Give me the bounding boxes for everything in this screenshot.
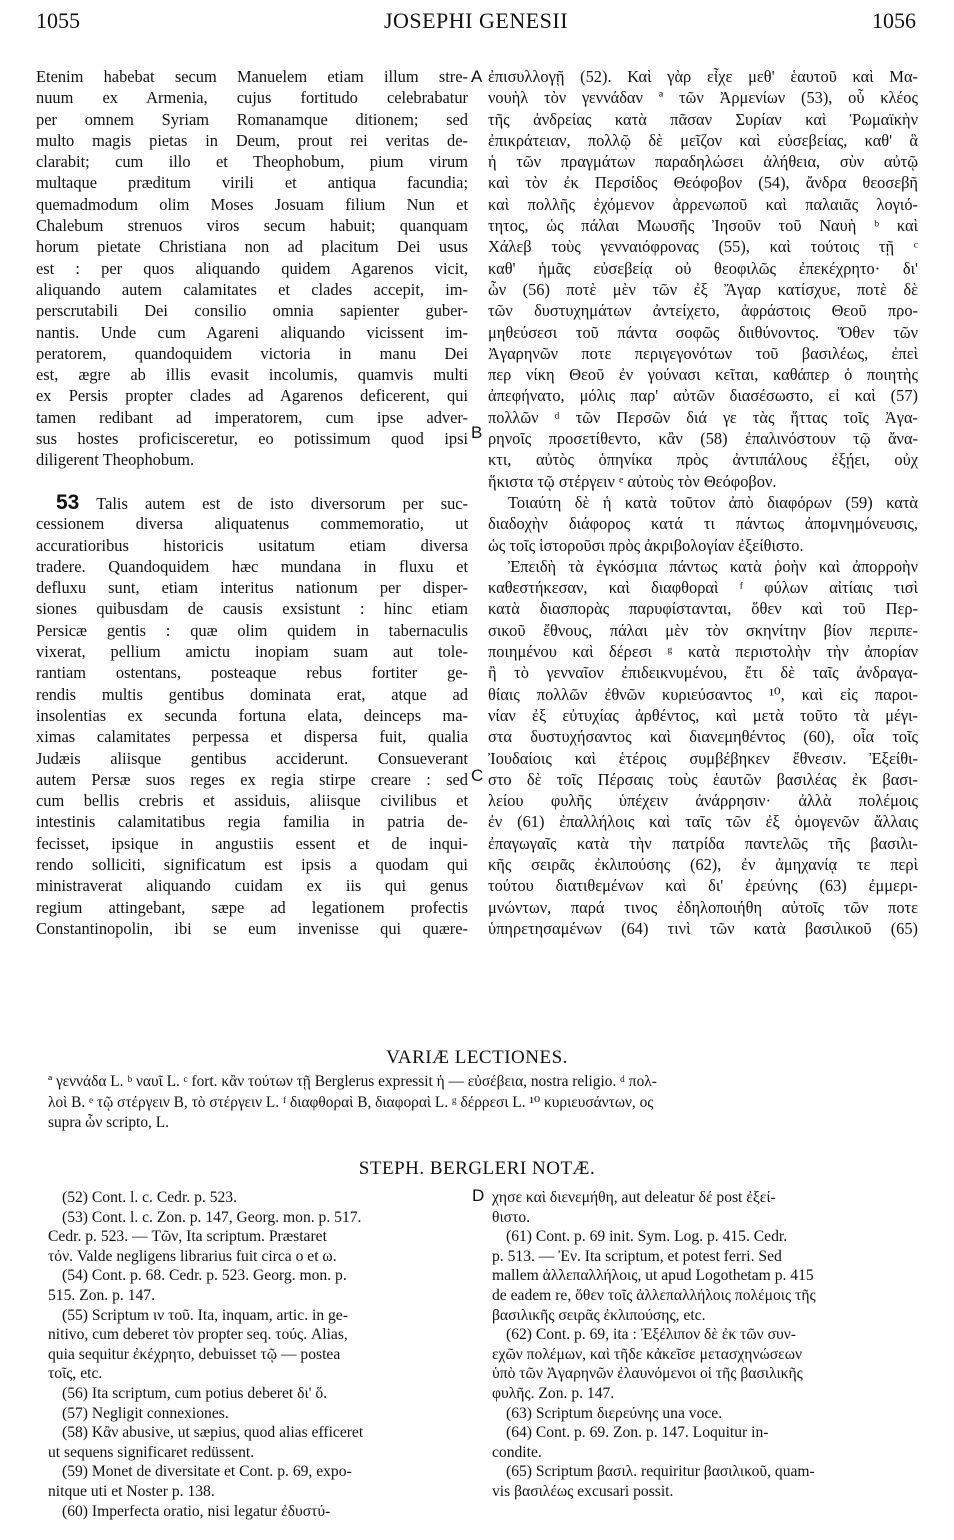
greek-line: ἢ τὸ γενναῖον ἐπιδεικνυμένου, ἔτι δὲ ταῖς ἀνδραγα- xyxy=(488,663,918,683)
latin-line: regium attingebant, sæpe ad legationem profectis xyxy=(36,897,468,917)
note-line: (61) Cont. p. 69 init. Sym. Log. p. 415. Cedr. xyxy=(506,1228,788,1246)
latin-line: defluxu sunt, etiam interitus nationum per disper- xyxy=(36,578,468,598)
latin-line-text: Talis autem est de isto diversorum per suc- xyxy=(96,493,468,513)
greek-line: ἐπαγωγαῖς κατὰ τὴν πατρίδα παντελῶς τῆς βασιλι- xyxy=(488,833,918,853)
greek-line: καθ' ἡμᾶς εὐσεβείᾳ οὐ θεοφιλῶς ἐπεκέχρητο· δι' xyxy=(488,258,918,278)
greek-line: ἥκιστα τῷ στέργειν ᵉ αὐτοὺς τὸν Θεόφοβον. xyxy=(488,471,777,491)
note-line: (54) Cont. p. 68. Cedr. p. 523. Georg. mon. p. xyxy=(62,1267,347,1285)
greek-column xyxy=(488,66,918,939)
greek-line: ἀπεφήνατο, μόλις παρ' αὐτῶν διασέσωστο, εἰ καὶ (57) xyxy=(488,386,918,406)
note-line: nitque uti et Noster p. 138. xyxy=(48,1482,215,1500)
notes-heading: STEPH. BERGLERI NOTÆ. xyxy=(358,1158,596,1179)
greek-line: καὶ πολλῆς ἐχόμενον ἀρρενωποῦ καὶ παλαιᾶς λογιό- xyxy=(488,194,918,214)
latin-line: nantis. Unde cum Agareni aliquando vicissent im- xyxy=(36,322,468,342)
latin-line: multo magis pietas in Deum, prout rei veritas de- xyxy=(36,130,468,150)
greek-line: ὑπηρετησαμένων (64) τινὶ τῶν κατὰ βασιλικοῦ (65) xyxy=(488,918,918,938)
latin-line: nuum ex Armenia, cujus fortitudo celebrabatur xyxy=(36,88,468,108)
greek-line: τητος, ὡς πάλαι Μωυσῆς Ἰησοῦν τοῦ Ναυὴ ᵇ καὶ xyxy=(488,216,918,236)
latin-line: quemadmodum olim Moses Josuam filium Nun et xyxy=(36,194,468,214)
greek-line: μηθεύσεσι τοῦ πάντα σοφῶς διιθύνοντος. Ὅθεν τῶν xyxy=(488,322,918,342)
blank-line xyxy=(36,471,468,492)
latin-line: Etenim habebat secum Manuelem etiam illum stre- xyxy=(36,67,468,86)
note-line: Cedr. p. 523. — Τῶν, Ita scriptum. Præstaret xyxy=(48,1228,327,1246)
greek-line: τῶν δυστυχημάτων ἀντείχετο, ἀφράστοις Θεοῦ προ- xyxy=(488,301,918,321)
greek-line: τῆς ἀνδρείας κατὰ πᾶσαν Συρίαν καὶ Ῥωμαϊκὴν xyxy=(488,109,918,129)
margin-marker-b: B xyxy=(471,423,483,442)
note-line: εχῶν πολέμων, καὶ τῆδε κἀκεῖσε μετασχηνώσεων xyxy=(492,1345,803,1363)
latin-line: cessionem diversa aliquatenus commemoratio, ut xyxy=(36,514,468,534)
notes-right-column xyxy=(492,1188,920,1502)
greek-line: νίαν ἐξ εὐτυχίας ἀρθέντος, καὶ μετὰ τοῦτο τὰ μέγι- xyxy=(488,705,918,725)
greek-line: τούτου διατιθεμένων καὶ δι' ἐρεύνης (63) ἐμμερι- xyxy=(488,876,918,896)
varia-lectiones xyxy=(48,1072,920,1134)
note-line: vis βασιλέως excusari possit. xyxy=(492,1482,674,1500)
note-line: (55) Scriptum ιν τοῦ. Ita, inquam, artic. in ge- xyxy=(62,1306,348,1324)
greek-line: ἐπισυλλογῇ (52). Καὶ γὰρ εἶχε μεθ' ἑαυτοῦ καὶ Μα- xyxy=(488,67,918,86)
latin-line: rantiam ostentans, posteaque rebus fortiter ge- xyxy=(36,663,468,683)
greek-line: ρηνοῖς προσετίθεντο, κἂν (58) ἐπαλινόστουν τῷ ἄνα- xyxy=(488,429,918,449)
varia-line: ª γεννάδα L. ᵇ ναυῖ L. ᶜ fort. κἂν τούτων τῇ Berglerus expressit ἡ — εὐσέβεια, nostra religio. ᵈ πολ- xyxy=(48,1073,657,1090)
latin-line: perscrutabili Dei consilio omnia sapienter guber- xyxy=(36,301,468,321)
note-line: condite. xyxy=(492,1443,542,1461)
latin-line: peratorem, quandoquidem victoria in manu Dei xyxy=(36,343,468,363)
greek-line: στο δὲ τοῖς Πέρσαις τοὺς ἑαυτῶν βασιλέας ἐκ βασι- xyxy=(488,769,918,789)
greek-line: Τοιαύτη δὲ ἡ κατὰ τοῦτον ἀπὸ διαφόρων (59) κατὰ xyxy=(508,492,918,512)
note-line: (60) Imperfecta oratio, nisi legatur ἐδυστύ- xyxy=(62,1502,331,1520)
greek-line: Ἐπειδὴ τὰ ἐγκόσμια πάντως κατὰ ῥοὴν καὶ ἀπορροὴν xyxy=(508,556,918,576)
latin-line: fecisset, ipsique in angustiis essent et de inqui- xyxy=(36,833,468,853)
section-number: 53 xyxy=(56,491,80,514)
note-line: ὑπὸ τῶν Ἀγαρηνῶν ἐλαυνόμενοι οἱ τῆς βασιλικῆς xyxy=(492,1365,803,1383)
note-line: (65) Scriptum βασιλ. requiritur βασιλικοῦ, quam- xyxy=(506,1463,815,1481)
note-line: φυλῆς. Zon. p. 147. xyxy=(492,1384,615,1402)
greek-line: θίαις πολλῶν ἐθνῶν κυριεύσαντος ¹⁰, καὶ εἰς παροι- xyxy=(488,684,918,704)
greek-line: σικοῦ ἔθνους, πάλαι μὲν τὸν σκηνίτην βίον περιπε- xyxy=(488,620,918,640)
latin-line: Judæis aliisque gentibus acciderunt. Consueverant xyxy=(36,748,468,768)
running-title: JOSEPHI GENESII xyxy=(383,8,569,33)
note-line: de eadem re, ὅθεν τοῖς ἀλλεπαλλήλοις πολέμοις τῆς xyxy=(492,1286,816,1304)
latin-line: ex Persis propter clades ad Agarenos deficerent, qui xyxy=(36,386,468,406)
latin-line: Constantinopolin, ibi se eum invenisse qui quære- xyxy=(36,918,468,938)
greek-line: περ νίκη Θεοῦ ἐν γούνασι κεῖται, καθάπερ ὁ ποιητὴς xyxy=(488,365,918,385)
greek-line: ὧν (56) ποτὲ μὲν τῶν ἐξ Ἄγαρ κατίσχυε, ποτὲ δὲ xyxy=(488,279,918,299)
latin-line: clarabit; cum illo et Theophobum, pium virum xyxy=(36,152,468,172)
greek-line: κατὰ διασπορὰς παρυφίστανται, ὅθεν καὶ τοῦ Περ- xyxy=(488,599,918,619)
latin-line: tradere. Quandoquidem hæc mundana in fluxu et xyxy=(36,556,468,576)
latin-line: per omnem Syriam Romanamque ditionem; sed xyxy=(36,109,468,129)
greek-line: καθεστήκεσαν, καὶ διαφθοραὶ ᶠ φύλων αἰτίαις τισὶ xyxy=(488,578,918,598)
greek-line: μνώντων, παρά τινος ἐδηλοποιήθη αὐτοῖς τῶν ποτε xyxy=(488,897,918,917)
latin-line: sus hostes proficisceretur, eo potissimum quod ipsi xyxy=(36,429,468,449)
latin-line: horum pietate Christiana non ad placitum Dei usus xyxy=(36,237,468,257)
latin-line: aliquando autem calamitates et clades accepit, im- xyxy=(36,279,468,299)
varia-lectiones-heading: VARIÆ LECTIONES. xyxy=(386,1047,568,1068)
varia-line: supra ὧν scripto, L. xyxy=(48,1114,169,1131)
greek-line: ποιημένου καὶ δέρεσι ᵍ κατὰ περιστολὴν τὴν ἀπορίαν xyxy=(488,642,918,662)
greek-line: Ἀγαρηνῶν ποτε περιγεγονότων τοῦ βασιλέως, ἐπεὶ xyxy=(488,343,918,363)
greek-line: στα δυστυχήσαντος καὶ διανεμηθέντος (60), οἷα τοῖς xyxy=(488,727,918,747)
note-line: (53) Cont. l. c. Zon. p. 147, Georg. mon. p. 517. xyxy=(62,1208,362,1226)
greek-line: κῆς σειρᾶς ἐκλιπούσης (62), ἐν ἀμηχανίᾳ τε περὶ xyxy=(488,854,918,874)
latin-line: Persicæ gentis : quæ olim quidem in tabernaculis xyxy=(36,620,468,640)
greek-line: νουὴλ τὸν γεννάδαν ª τῶν Ἀρμενίων (53), οὗ κλέος xyxy=(488,88,918,108)
latin-line: accuratioribus historicis usitatum etiam diversa xyxy=(36,535,468,555)
page-header xyxy=(36,8,916,38)
notes-left-column xyxy=(48,1188,462,1521)
greek-line: πολλῶν ᵈ τῶν Περσῶν διά γε τὰς ἥττας τοῖς Ἀγα- xyxy=(488,407,918,427)
latin-line: rendis multis gentibus dominata erat, atque ad xyxy=(36,684,468,704)
latin-line: est : per quos aliquando quidem Agarenos vicit, xyxy=(36,258,468,278)
note-line: (52) Cont. l. c. Cedr. p. 523. xyxy=(62,1189,237,1206)
greek-line: λείου φυλῆς ὑπέχειν ἀνάρρησιν· ἀλλὰ πολέμοις xyxy=(488,791,918,811)
greek-line: Χάλεβ τοὺς γενναιόφρονας (55), καὶ τούτοις τῇ ᶜ xyxy=(488,237,918,257)
latin-line: multaque præditum virili et antiqua facundia; xyxy=(36,173,468,193)
latin-line: vixerat, pellium amictu inopiam suam aut tole- xyxy=(36,642,468,662)
greek-line: Ἰουδαίοις καὶ ἑτέροις συμβέβηκεν ἔθνεσιν. Ἐξείθι- xyxy=(488,748,918,768)
greek-line: καὶ τὸν ἐκ Περσίδος Θεόφοβον (54), ἄνδρα θεοσεβῆ xyxy=(488,173,918,193)
latin-line: ximas calamitates perpessa et dispersa fuit, qualia xyxy=(36,727,468,747)
note-line: (56) Ita scriptum, cum potius deberet δι' ὅ. xyxy=(62,1384,328,1402)
note-line: ut sequens significaret redüssent. xyxy=(48,1443,255,1461)
note-line: τοῖς, etc. xyxy=(48,1365,103,1383)
latin-line: est, ægre ab illis evasit incolumis, quamvis multi xyxy=(36,365,468,385)
latin-line: insolentias ex secunda fortuna elata, deinceps ma- xyxy=(36,705,468,725)
latin-column xyxy=(36,66,468,939)
note-line: τόν. Valde negligens librarius fuit circa ο et ω. xyxy=(48,1247,337,1265)
latin-line: siones quibusdam de causis exsistunt : hinc etiam xyxy=(36,599,468,619)
note-line: (64) Cont. p. 69. Zon. p. 147. Loquitur in- xyxy=(506,1424,769,1442)
note-line: mallem ἀλλεπαλλήλοις, ut apud Logothetam p. 415 xyxy=(492,1267,814,1285)
greek-line: ὡς τοῖς ἱστοροῦσι πρὸς ἀκριβολογίαν ἐξείθιστο. xyxy=(488,535,804,555)
note-line: χησε καὶ διενεμήθη, aut deleatur δέ post ἐξεί- xyxy=(492,1189,776,1206)
latin-line: intestinis calamitatibus regia familia in patria de- xyxy=(36,812,468,832)
latin-line: rendo solliciti, significatum est ipsis a quodam qui xyxy=(36,854,468,874)
greek-line: ἐν (61) ἐπαλλήλοις καὶ ταῖς τῶν ἐξ ὁμογενῶν ἄλλαις xyxy=(488,812,918,832)
margin-marker-a: A xyxy=(471,67,483,86)
note-line: (57) Negligit connexiones. xyxy=(62,1404,229,1422)
greek-line: κτι, αὐτὸς ὁπηνίκα πρὸς ἀντιπάλους ἐξῄει, οὐχ xyxy=(488,450,918,470)
note-line: quia sequitur ἐκέχρητο, debuisset τῷ — postea xyxy=(48,1345,341,1363)
latin-line: tamen redibant ad imperatorem, cum ipse adver- xyxy=(36,407,468,427)
latin-line: Chalebum strenuos viros secum habuit; quanquam xyxy=(36,216,468,236)
greek-line: διαδοχὴν διάφορος κατά τι πάντως ἀπομνημόνευσις, xyxy=(488,514,918,534)
note-line: 515. Zon. p. 147. xyxy=(48,1286,155,1304)
note-line: nitivo, cum deberet τὸν propter seq. τούς. Alias, xyxy=(48,1326,348,1344)
note-line: p. 513. — Ἐν. Ita scriptum, et potest ferri. Sed xyxy=(492,1247,782,1265)
varia-line: λοὶ B. ᵉ τῷ στέργειν B, τὸ στέργειν L. ᶠ διαφθοραὶ B, διαφοραὶ L. ᵍ δέρρεσι L. ¹⁰ κυριευσάντων, ος xyxy=(48,1093,654,1111)
note-line: (58) Κἂν abusive, ut sæpius, quod alias efficeret xyxy=(62,1424,364,1442)
margin-marker-d: D xyxy=(472,1186,485,1205)
latin-line: diligerent Theophobum. xyxy=(36,450,195,470)
note-line: θιστο. xyxy=(492,1208,531,1226)
note-line: (62) Cont. p. 69, ita : Ἐξέλιπον δὲ ἐκ τῶν συν- xyxy=(506,1326,796,1344)
latin-line: cum bellis crebris et assiduis, aliisque civilibus et xyxy=(36,791,468,811)
latin-line xyxy=(36,492,468,513)
greek-line: ἡ τῶν πραγμάτων παραδηλώσει ἀλήθεια, σὺν αὐτῷ xyxy=(488,152,918,172)
margin-marker-c: C xyxy=(471,766,484,785)
latin-line: autem Persæ suos reges ex regia stirpe creare : sed xyxy=(36,769,468,789)
page-number-right: 1056 xyxy=(872,8,916,33)
greek-line: ἐπικράτειαν, πολλῷ δὲ μεῖζον καὶ εὐσεβείας, καθ' ἃ xyxy=(488,130,918,150)
note-line: (59) Monet de diversitate et Cont. p. 69, expo- xyxy=(62,1463,352,1481)
page-number-left: 1055 xyxy=(36,8,80,33)
note-line: βασιλικῆς σειρᾶς ἐκλιπούσης, etc. xyxy=(492,1306,706,1324)
latin-line: ministraverat aliquando cuidam ex iis qui genus xyxy=(36,876,468,896)
note-line: (63) Scriptum διερεύνης una voce. xyxy=(506,1404,723,1422)
